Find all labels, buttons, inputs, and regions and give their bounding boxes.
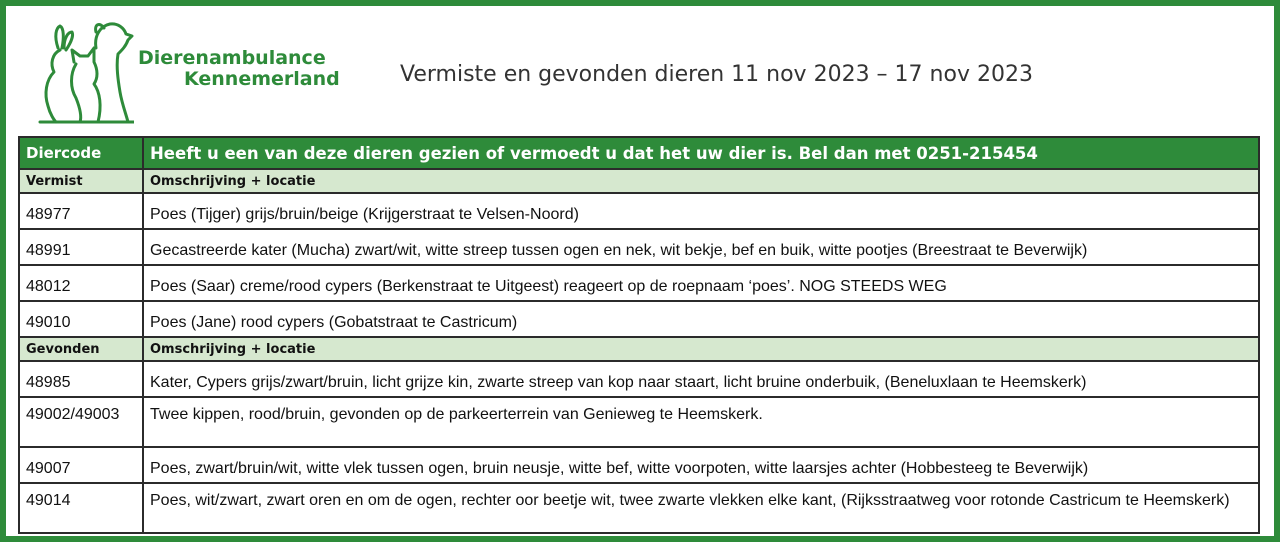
section-vermist-header xyxy=(19,169,1259,193)
header-info: Heeft u een van deze dieren gezien of vermoedt u dat het uw dier is. Bel dan met 0251-215454 xyxy=(143,137,1259,169)
table-row xyxy=(19,193,1259,229)
row-desc: Twee kippen, rood/bruin, gevonden op de parkeerterrein van Genieweg te Heemskerk. xyxy=(143,397,1259,447)
row-code: 48985 xyxy=(19,361,143,397)
row-desc: Poes (Saar) creme/rood cypers (Berkenstraat te Uitgeest) reageert op de roepnaam ‘poes’. NOG STEEDS WEG xyxy=(143,265,1259,301)
section-gevonden-label: Gevonden xyxy=(19,337,143,361)
row-desc: Poes, zwart/bruin/wit, witte vlek tussen ogen, bruin neusje, witte bef, witte voorpoten, witte laarsjes achter (Hobbesteeg te Beverwijk) xyxy=(143,447,1259,483)
row-desc: Poes (Tijger) grijs/bruin/beige (Krijgerstraat te Velsen-Noord) xyxy=(143,193,1259,229)
section-gevonden-desc-label: Omschrijving + locatie xyxy=(143,337,1259,361)
table-row xyxy=(19,361,1259,397)
row-code: 49010 xyxy=(19,301,143,337)
row-code: 49002/49003 xyxy=(19,397,143,447)
table-row xyxy=(19,265,1259,301)
section-vermist-desc-label: Omschrijving + locatie xyxy=(143,169,1259,193)
row-desc: Gecastreerde kater (Mucha) zwart/wit, witte streep tussen ogen en nek, wit bekje, bef en buik, witte pootjes (Breestraat te Beverwijk) xyxy=(143,229,1259,265)
animals-logo-icon xyxy=(34,18,134,128)
row-code: 49014 xyxy=(19,483,143,533)
animals-table xyxy=(18,136,1260,534)
table-header-row xyxy=(19,137,1259,169)
section-gevonden-header xyxy=(19,337,1259,361)
row-code: 48977 xyxy=(19,193,143,229)
row-code: 49007 xyxy=(19,447,143,483)
row-desc: Poes, wit/zwart, zwart oren en om de ogen, rechter oor beetje wit, twee zwarte vlekken elke kant, (Rijksstraatweg voor rotonde Castricum te Heemskerk) xyxy=(143,483,1259,533)
table-row xyxy=(19,447,1259,483)
table-row xyxy=(19,301,1259,337)
table-row xyxy=(19,483,1259,533)
brand-line2: Kennemerland xyxy=(184,68,340,90)
row-code: 48012 xyxy=(19,265,143,301)
table-row xyxy=(19,397,1259,447)
section-vermist-label: Vermist xyxy=(19,169,143,193)
brand-line1: Dierenambulance xyxy=(138,47,326,69)
page-title: Vermiste en gevonden dieren 11 nov 2023 – 17 nov 2023 xyxy=(400,62,1033,87)
row-desc: Poes (Jane) rood cypers (Gobatstraat te Castricum) xyxy=(143,301,1259,337)
header-diercode: Diercode xyxy=(19,137,143,169)
row-desc: Kater, Cypers grijs/zwart/bruin, licht grijze kin, zwarte streep van kop naar staart, licht bruine onderbuik, (Beneluxlaan te Heemskerk) xyxy=(143,361,1259,397)
row-code: 48991 xyxy=(19,229,143,265)
brand-name xyxy=(138,48,340,90)
table-row xyxy=(19,229,1259,265)
